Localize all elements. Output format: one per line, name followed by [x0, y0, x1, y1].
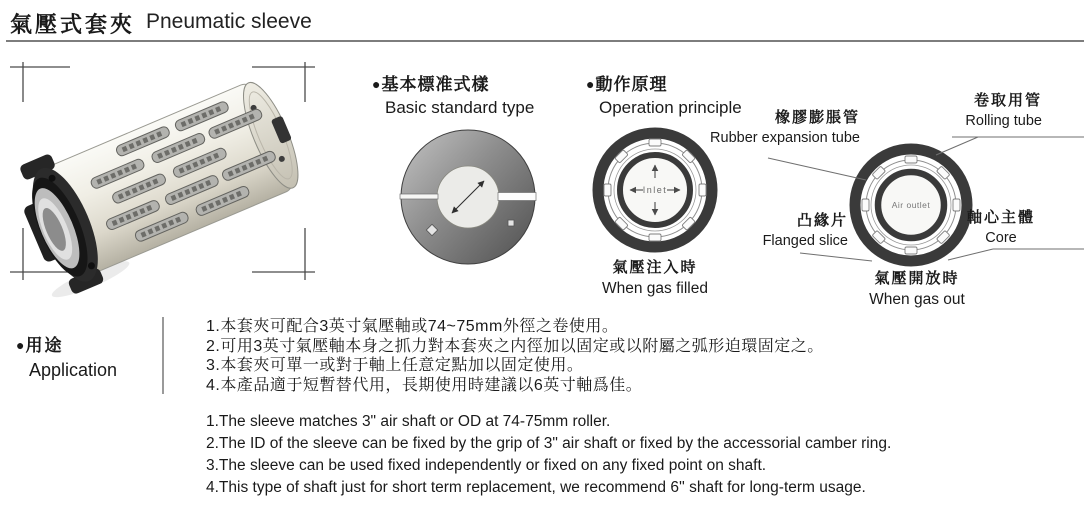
list-item: 1.本套夾可配合3英寸氣壓軸或74~75mm外徑之卷使用。	[206, 318, 619, 335]
rubber-label-zh: 橡膠膨脹管	[774, 109, 860, 126]
left-slot	[400, 194, 438, 199]
list-item: 2.The ID of the sleeve can be fixed by the grip of 3" air shaft or fixed by the accessorial camber ring.	[206, 435, 892, 452]
callout-rubber-expansion-tube	[695, 107, 860, 148]
list-item: 1.The sleeve matches 3" air shaft or OD at 74-75mm roller.	[206, 413, 611, 430]
application-divider	[162, 317, 164, 394]
basic-heading-zh: 基本標准式樣	[381, 75, 490, 94]
gas-out-diagram	[846, 142, 976, 270]
flanged-label-zh: 凸緣片	[796, 212, 848, 229]
rolling-label-zh: 卷取用管	[973, 92, 1042, 109]
list-item: 3.The sleeve can be used fixed independently or fixed on any fixed point on shaft.	[206, 457, 767, 474]
core-label-zh: 軸心主體	[966, 209, 1035, 226]
operation-heading-en: Operation principle	[599, 98, 742, 117]
right-slot	[498, 193, 536, 201]
callout-flanged-slice	[738, 210, 848, 251]
square-mark	[508, 220, 514, 226]
page-title-en: Pneumatic sleeve	[146, 10, 312, 33]
list-item: 4.本產品適于短暫替代用，長期使用時建議以6英寸軸爲佳。	[206, 376, 643, 394]
list-item: 3.本套夾可單一或對于軸上任意定點加以固定使用。	[206, 357, 584, 374]
section-application	[16, 331, 117, 381]
callout-core	[956, 207, 1046, 248]
gas-filled-caption-zh: 氣壓注入時	[612, 259, 698, 276]
flanged-label-en: Flanged slice	[762, 233, 848, 249]
gas-out-caption-en: When gas out	[869, 291, 965, 308]
rolling-label-en: Rolling tube	[965, 113, 1042, 129]
title-divider	[6, 40, 1084, 42]
basic-heading-en: Basic standard type	[385, 98, 535, 117]
list-item: 4.This type of shaft just for short term replacement, we recommend 6'' shaft for long-term usage.	[206, 479, 866, 496]
pneumatic-sleeve-image	[6, 64, 315, 303]
page-title-zh: 氣壓式套夾	[10, 12, 136, 37]
application-heading-en: Application	[29, 360, 118, 380]
basic-standard-diagram	[392, 126, 548, 272]
bullet-icon: ●	[16, 337, 25, 353]
application-heading-zh: 用途	[25, 336, 64, 355]
application-list-zh	[206, 317, 926, 395]
operation-heading-zh: 動作原理	[595, 75, 668, 94]
gas-out-caption-zh: 氣壓開放時	[874, 270, 960, 287]
split-ring-diagram	[400, 130, 536, 264]
gas-filled-caption-en: When gas filled	[602, 280, 708, 297]
application-list-en	[206, 411, 1076, 499]
product-photo	[6, 54, 328, 304]
callout-rolling-tube	[912, 90, 1042, 131]
gas-filled-caption	[586, 257, 724, 300]
bullet-icon: ●	[586, 76, 595, 92]
gas-out-caption	[844, 268, 990, 311]
bullet-icon: ●	[372, 76, 381, 92]
list-item: 2.可用3英寸氣壓軸本身之抓力對本套夾之内徑加以固定或以附屬之弧形迫環固定之。	[206, 337, 824, 355]
air-outlet-label: Air outlet	[891, 200, 931, 210]
inlet-label: Inlet	[642, 185, 668, 195]
section-basic-standard	[372, 70, 534, 118]
rubber-label-en: Rubber expansion tube	[710, 130, 860, 146]
core-label-en: Core	[985, 230, 1017, 246]
